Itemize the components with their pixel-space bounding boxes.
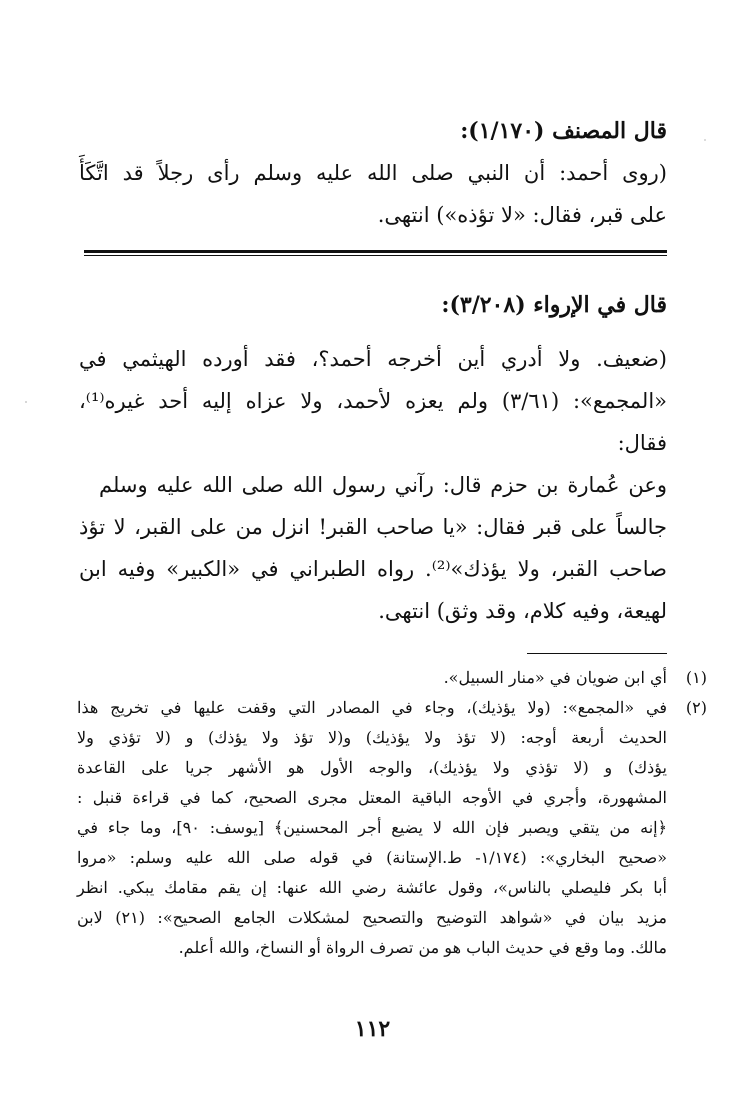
- page-number: ١١٢: [354, 1016, 391, 1042]
- section1-heading: قال المصنف (١/١٧٠):: [460, 118, 667, 144]
- footnote-2-line-7: أبا بكر فليصلي بالناس»، وقول عائشة رضي الله عنها: إن يقم مقامك يبكي. انظر: [77, 878, 667, 897]
- section2-line-3: فقال:: [617, 431, 667, 455]
- section2-line-6: صاحب القبر، ولا يؤذك»⁽²⁾. رواه الطبراني في «الكبير» وفيه ابن: [79, 557, 667, 581]
- footnote-2-number: (٢): [685, 698, 707, 717]
- footnote-2-line-6: «صحيح البخاري»: (١/١٧٤- ط.الإستانة) في قوله صلى الله عليه وسلم: «مروا: [77, 848, 667, 867]
- section1-line-1: (روى أحمد: أن النبي صلى الله عليه وسلم رأى رجلاً قد اتَّكَأَ: [79, 161, 667, 185]
- section2-line-4: وعن عُمارة بن حزم قال: رآني رسول الله صلى الله عليه وسلم: [99, 473, 667, 497]
- footnote-2-line-8: مزيد بيان في «شواهد التوضيح والتصحيح لمشكلات الجامع الصحيح»: (٢١) لابن: [77, 908, 667, 927]
- section2-line-1: (ضعيف. ولا أدري أين أخرجه أحمد؟، فقد أورده الهيثمي في: [79, 347, 667, 371]
- footnote-2-line-1: في «المجمع»: (ولا يؤذيك)، وجاء في المصادر التي وقفت عليها في تخريج هذا: [77, 698, 667, 717]
- footnote-2-line-9: مالك. وما وقع في حديث الباب هو من تصرف الرواة أو النساخ، والله أعلم.: [178, 938, 667, 957]
- section2-line-7: لهيعة، وفيه كلام، وقد وثق) انتهى.: [378, 599, 667, 623]
- section2-line-5: جالساً على قبر فقال: «يا صاحب القبر! انزل من على القبر، لا تؤذ: [79, 515, 667, 539]
- footnote-separator: [527, 653, 667, 654]
- footnote-2-line-4: المشهورة، وأجري في الأوجه الباقية المعتل مجرى الصحيح، كما في قراءة قنبل :: [77, 788, 667, 807]
- section2-heading: قال في الإرواء (٣/٢٠٨):: [441, 292, 667, 318]
- footnote-1-line: أي ابن ضويان في «منار السبيل».: [443, 668, 667, 687]
- section2-line-2: «المجمع»: (٣/٦١) ولم يعزه لأحمد، ولا عزاه إليه أحد غيره⁽¹⁾،: [79, 389, 667, 413]
- footnote-2-line-3: يؤذك) و (لا تؤذي ولا يؤذيك)، والوجه الأول هو الأشهر جريا على القاعدة: [77, 758, 667, 777]
- section-divider: [84, 250, 667, 256]
- footnote-2-line-2: الحديث أربعة أوجه: (لا تؤذ ولا يؤذيك) و(لا تؤذ ولا يؤذك) و (لا تؤذي ولا: [77, 728, 667, 747]
- footnote-1-number: (١): [685, 668, 707, 687]
- footnote-2-line-5: ﴿إنه من يتقي ويصبر فإن الله لا يضيع أجر المحسنين﴾ [يوسف: ٩٠]، وما جاء في: [77, 818, 667, 837]
- section1-line-2: على قبر، فقال: «لا تؤذه») انتهى.: [377, 203, 667, 227]
